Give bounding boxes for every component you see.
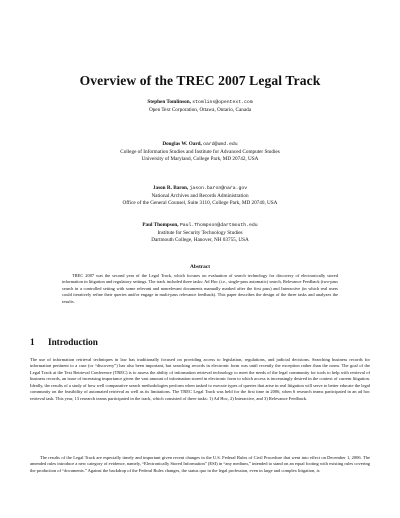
author-affiliation: Institute for Security Technology Studies: [157, 229, 243, 236]
abstract-text: TREC 2007 was the second year of the Legal Track, which focuses on evaluation of search technology for discovery of electronically stored information in litigation and regulatory settings. The track included three tasks: Ad Hoc (i.e., single-pass automatic) search, Relevance Feedback (two-pass search in a controlled setting with some relevant and nonrelevant documents manually marked after the first pass) and Interactive (in which real users could iteratively refine their queries and/or engage in multi-pass relevance feedback). This paper describes the design of the three tasks and analyzes the results.: [62, 273, 338, 304]
author-email[interactable]: oard@umd.edu: [203, 142, 238, 147]
author-affiliation: College of Information Studies and Institute for Advanced Computer Studies: [120, 148, 280, 155]
author-affiliation: National Archives and Records Administration: [151, 192, 249, 199]
author-block: [0, 222, 400, 245]
abstract-heading: Abstract: [189, 264, 211, 270]
author-line: [0, 185, 400, 193]
author-affiliation: Open Text Corporation, Ottawa, Ontario, Canada: [148, 106, 252, 113]
author-name: Douglas W. Oard,: [162, 141, 202, 147]
paper-title: Overview of the TREC 2007 Legal Track: [79, 73, 321, 88]
author-block: [0, 185, 400, 208]
author-name: Jason R. Baron,: [152, 185, 189, 191]
section-title: Introduction: [48, 337, 98, 347]
author-line: [0, 141, 400, 149]
author-affiliation: University of Maryland, College Park, MD 20742, USA: [141, 156, 259, 163]
author-name: Paul Thompson,: [142, 222, 179, 228]
author-block: [0, 99, 400, 114]
author-block: [0, 141, 400, 164]
author-line: [0, 99, 400, 107]
body-paragraph: The results of the Legal Track are especially timely and important given recent changes in the U.S. Federal Rules of Civil Procedure that went into effect on December 1, 2006. The amended rules introduce a new category of evidence, namely, “Electronically Stored Information” (ESI) in “any medium,” intended to stand on an equal footing with existing rules covering the production of “documents.” Against the backdrop of the Federal Rules changes, the status quo in the legal profession, even in large and complex litigation, is: [30, 455, 370, 473]
section-heading: [30, 337, 98, 347]
section-number: 1: [30, 337, 35, 347]
author-line: [0, 222, 400, 230]
author-name: Stephen Tomlinson,: [147, 99, 191, 105]
author-affiliation: Office of the General Counsel, Suite 3110, College Park, MD 20740, USA: [122, 200, 278, 207]
author-email[interactable]: Paul.Thompson@dartmouth.edu: [179, 223, 258, 228]
author-email[interactable]: stomlins@opentext.com: [192, 100, 253, 105]
author-email[interactable]: jason.baron@nara.gov: [189, 186, 248, 191]
body-paragraph: The use of information retrieval techniques in law has traditionally focused on providing access to legislation, regulations, and judicial decisions. Searching business records for information pertinent to a case (or “discovery”) has also been important, but searching records in electronic form was until recently the exception rather than the norm. The goal of the Legal Track at the Text Retrieval Conference (TREC) is to assess the ability of information retrieval technology to meet the needs of the legal community for tools to help with retrieval of business records, an issue of increasing importance given the vast amount of information stored in electronic form to which access is increasingly desired in the context of current litigation. Ideally, the results of a study of how well comparative search methodologies perform when tasked to execute types of queries that arise in real litigation will serve to better educate the legal community on the feasibility of automated retrieval as well as its limitations. The TREC Legal Track was held for the first time in 2006, when 6 research teams participated in an ad hoc retrieval task. This year, 13 research teams participated in the track, which consisted of three tasks: 1) Ad Hoc, 2) Interactive, and 3) Relevance Feedback.: [30, 357, 370, 401]
author-affiliation: Dartmouth College, Hanover, NH 03755, USA: [151, 237, 249, 244]
